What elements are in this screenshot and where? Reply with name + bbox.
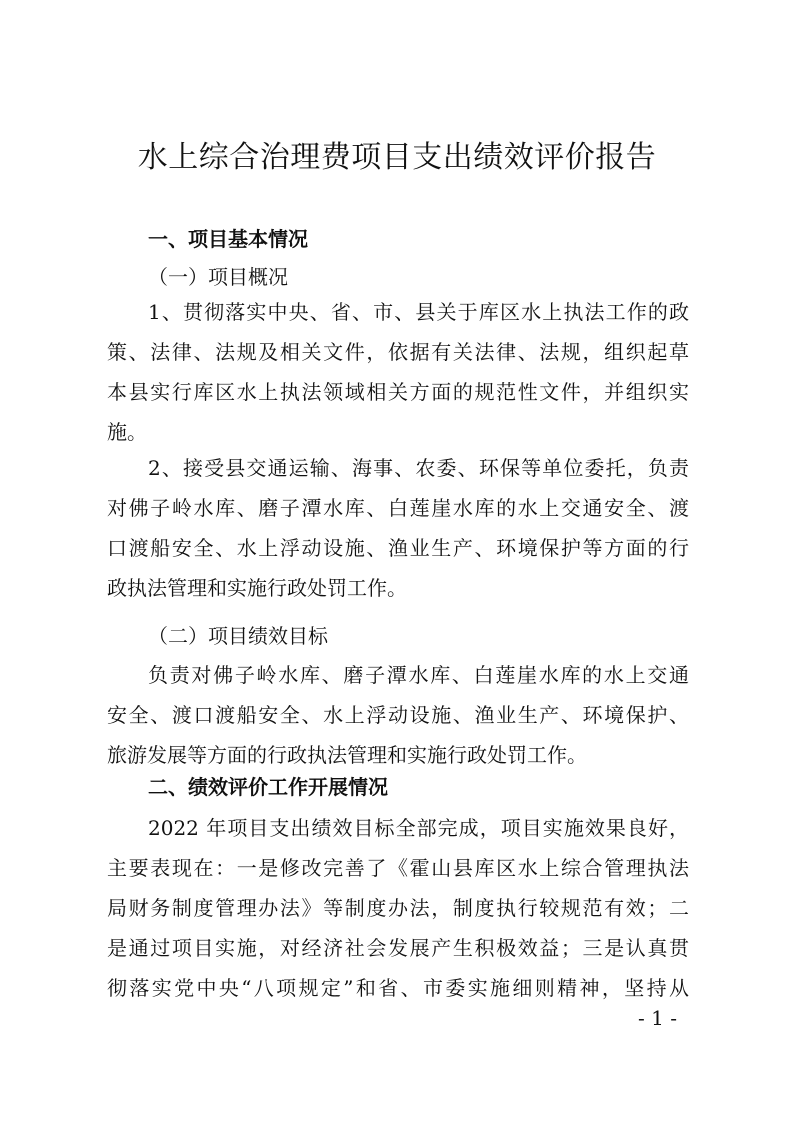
page-number: - 1 - <box>638 1006 677 1030</box>
subsection-heading-2: （二）项目绩效目标 <box>148 624 328 648</box>
paragraph-performance-goal <box>107 655 689 775</box>
document-title: 水上综合治理费项目支出绩效评价报告 <box>137 140 657 175</box>
text-line: 口渡船安全、水上浮动设施、渔业生产、环境保护等方面的行 <box>107 536 689 560</box>
text-line: 安全、渡口渡船安全、水上浮动设施、渔业生产、环境保护、 <box>107 703 689 727</box>
text-line: 旅游发展等方面的行政执法管理和实施行政处罚工作。 <box>107 743 587 767</box>
paragraph-item-1 <box>107 292 689 452</box>
text-line: 2022 年项目支出绩效目标全部完成，项目实施效果良好， <box>148 816 689 840</box>
paragraph-item-2 <box>107 448 689 608</box>
section-heading-1: 一、项目基本情况 <box>148 227 308 251</box>
section-heading-2: 二、绩效评价工作开展情况 <box>148 775 388 799</box>
text-line: 负责对佛子岭水库、磨子潭水库、白莲崖水库的水上交通 <box>148 663 689 687</box>
text-line: 彻落实党中央“八项规定”和省、市委实施细则精神，坚持从 <box>107 976 689 1000</box>
text-line: 本县实行库区水上执法领域相关方面的规范性文件，并组织实 <box>107 380 689 404</box>
text-line: 是通过项目实施，对经济社会发展产生积极效益；三是认真贯 <box>107 936 689 960</box>
subsection-heading-1: （一）项目概况 <box>148 265 288 289</box>
text-line: 策、法律、法规及相关文件，依据有关法律、法规，组织起草 <box>107 340 689 364</box>
text-line: 1、贯彻落实中央、省、市、县关于库区水上执法工作的政 <box>148 300 689 324</box>
text-line: 局财务制度管理办法》等制度办法，制度执行较规范有效；二 <box>107 896 689 920</box>
text-line: 主要表现在：一是修改完善了《霍山县库区水上综合管理执法 <box>107 856 689 880</box>
text-line: 2、接受县交通运输、海事、农委、环保等单位委托，负责 <box>148 456 689 480</box>
text-line: 政执法管理和实施行政处罚工作。 <box>107 576 407 600</box>
paragraph-evaluation <box>107 808 689 1008</box>
text-line: 对佛子岭水库、磨子潭水库、白莲崖水库的水上交通安全、渡 <box>107 496 689 520</box>
text-line: 施。 <box>107 420 147 444</box>
